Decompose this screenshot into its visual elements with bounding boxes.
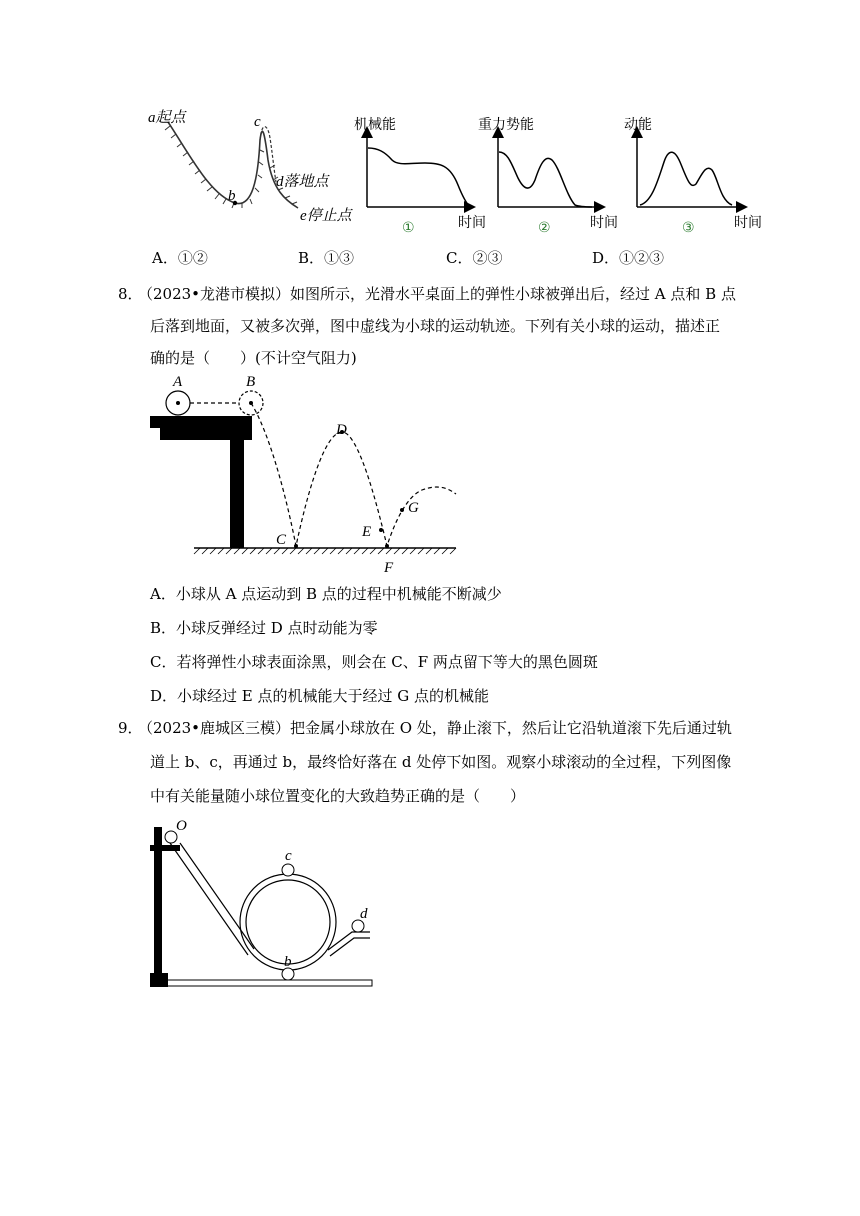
q8-line-2: 后落到地面，又被多次弹，图中虚线为小球的运动轨迹。下列有关小球的运动，描述正 (150, 317, 721, 335)
q8-label-E: E (362, 524, 372, 540)
q8-line-1: （2023•龙港市模拟）如图所示，光滑水平桌面上的弹性小球被弹出后，经过 A 点和 B 点 (138, 285, 736, 303)
q8-option-c[interactable]: C．若将弹性小球表面涂黑，则会在 C、F 两点留下等大的黑色圆斑 (150, 653, 598, 671)
q8-number: 8． (118, 285, 143, 303)
q9-line-2: 道上 b、c，再通过 b，最终恰好落在 d 处停下如图。观察小球滚动的全过程，下列图像 (150, 753, 732, 771)
q7-option-c[interactable]: C．②③ (446, 249, 503, 267)
q8-figure (140, 370, 470, 580)
graph-2-ylabel: 重力势能 (478, 117, 534, 133)
q9-label-O: O (176, 818, 187, 834)
q7-option-a[interactable]: A．①② (152, 249, 208, 267)
label-c: c (254, 114, 261, 130)
graph-3-xlabel: 时间 (734, 215, 762, 231)
graph-2-number: ② (538, 220, 551, 236)
q8-label-C: C (276, 532, 287, 548)
graph-3-number: ③ (682, 220, 695, 236)
q8-label-B: B (246, 374, 256, 390)
label-b: b (228, 188, 236, 204)
q8-label-G: G (408, 500, 419, 516)
graph-1-ylabel: 机械能 (354, 117, 396, 133)
q7-option-d[interactable]: D．①②③ (592, 249, 665, 267)
graph-1-number: ① (402, 220, 415, 236)
q8-label-D: D (336, 422, 347, 438)
q9-label-b: b (284, 954, 292, 970)
q7-option-b[interactable]: B．①③ (298, 249, 355, 267)
q9-label-c: c (285, 848, 292, 864)
q8-option-b[interactable]: B．小球反弹经过 D 点时动能为零 (150, 619, 378, 637)
graph-1-xlabel: 时间 (458, 215, 486, 231)
label-e-stop: e停止点 (300, 208, 352, 224)
q8-line-3: 确的是（ ）(不计空气阻力) (150, 349, 357, 367)
q9-line-1: （2023•鹿城区三模）把金属小球放在 O 处，静止滚下，然后让它沿轨道滚下先后通过轨 (138, 719, 732, 737)
label-d-landing: d落地点 (276, 174, 329, 190)
q8-label-A: A (173, 374, 183, 390)
label-a-start: a起点 (148, 110, 186, 126)
q9-number: 9． (118, 719, 143, 737)
q8-option-a[interactable]: A．小球从 A 点运动到 B 点的过程中机械能不断减少 (150, 585, 502, 603)
graph-3-ylabel: 动能 (624, 117, 652, 133)
q8-label-F: F (384, 560, 394, 576)
graph-2-xlabel: 时间 (590, 215, 618, 231)
q9-label-d: d (360, 906, 368, 922)
q9-figure (140, 815, 380, 995)
q8-option-d[interactable]: D．小球经过 E 点的机械能大于经过 G 点的机械能 (150, 687, 490, 705)
q9-line-3: 中有关能量随小球位置变化的大致趋势正确的是（ ） (150, 787, 526, 805)
